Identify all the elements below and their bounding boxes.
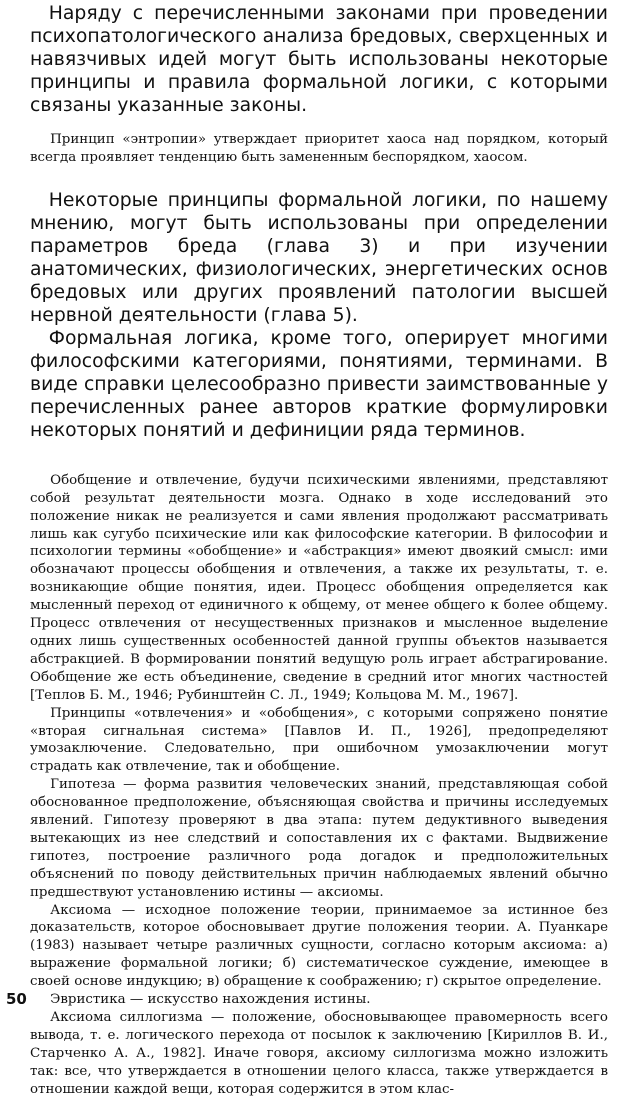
paragraph-2: Некоторые принципы формальной логики, по нашему мнению, могут быть использованы при определении параметров бреда (глава 3) и при изучении анатомических, физиологических, энергетических основ бредовых или других проявлений патологии высшей нервной деятельности (глава 5). <box>30 189 608 326</box>
section-heuristics: Эвристика — искусство нахождения истины. <box>50 992 371 1008</box>
page-number: 50 <box>6 990 27 1008</box>
spacer <box>30 117 608 131</box>
spacer <box>30 167 608 189</box>
note-entropy: Принцип «энтропии» утверждает приоритет хаоса над порядком, который всегда проявляет тенденцию быть замененным беспорядком, хаосом. <box>30 132 608 165</box>
spacer <box>30 442 608 472</box>
section-syllogism-axiom: Аксиома силлогизма — положение, обосновывающее правомерность всего вывода, т. е. логического перехода от посылок к заключению [Кириллов В. И., Старченко А. А., 1982]. Иначе говоря, аксиому силлогизма можно изложить так: все, что утверждается в отношении целого класса, также утверждается в отношении каждой вещи, которая содержится в этом клас- <box>30 1010 608 1097</box>
section-principles: Принципы «отвлечения» и «обобщения», с которыми сопряжено понятие «вторая сигнальная система» [Павлов И. П., 1926], предопределяют умозаключение. Следовательно, при ошибочном умозаключении могут страдать как отвлечение, так и обобщение. <box>30 705 608 775</box>
section-generalization: Обобщение и отвлечение, будучи психическими явлениями, представляют собой результат деятельности мозга. Однако в ходе исследований это положение никак не реализуется и сами явления продолжают рассматривать лишь как сугубо психические или как философские категории. В философии и психологии термины «обобщение» и «абстракция» имеют двоякий смысл: ими обозначают процессы обобщения и отвлечения, а также их результаты, т. е. возникающие общие понятия, идеи. Процесс обобщения определяется как мысленный переход от единичного к общему, от менее общего к более общему. Процесс отвлечения от несущественных признаков и мысленное выделение одних лишь существенных особенностей данной группы объектов называется абстракцией. В формировании понятий ведущую роль играет абстрагирование. Обобщение же есть объединение, сведение в средний итог многих частностей [Теплов Б. М., 1946; Рубинштейн С. Л., 1949; Кольцова М. М., 1967]. <box>30 472 608 703</box>
section-axiom: Аксиома — исходное положение теории, принимаемое за истинное без доказательств, которое обосновывает другие положения теории. А. Пуанкаре (1983) называет четыре различных сущности, согласно которым аксиома: а) выражение формальной логики; б) систематическое суждение, имеющее в своей основе индукцию; в) обращение к соображению; г) скрытое определение. <box>30 902 608 990</box>
section-hypothesis: Гипотеза — форма развития человеческих знаний, представляющая собой обоснованное предположение, объясняющая свойства и причины исследуемых явлений. Гипотезу проверяют в два этапа: путем дедуктивного выведения вытекающих из нее следствий и сопоставления их с фактами. Выдвижение гипотез, построение различного рода догадок и предположительных объяснений по поводу действительных причин наблюдаемых явлений обычно предшествуют установлению истины — аксиомы. <box>30 777 608 900</box>
paragraph-3: Формальная логика, кроме того, оперирует многими философскими категориями, понятиями, терминами. В виде справки целесообразно привести заимствованные у перечисленных ранее авторов краткие формулировки некоторых понятий и дефиниции ряда терминов. <box>30 327 608 441</box>
paragraph-1: Наряду с перечисленными законами при проведении психопатологического анализа бредовых, сверхценных и навязчивых идей могут быть использованы некоторые принципы и правила формальной логики, с которыми связаны указанные законы. <box>30 3 608 116</box>
